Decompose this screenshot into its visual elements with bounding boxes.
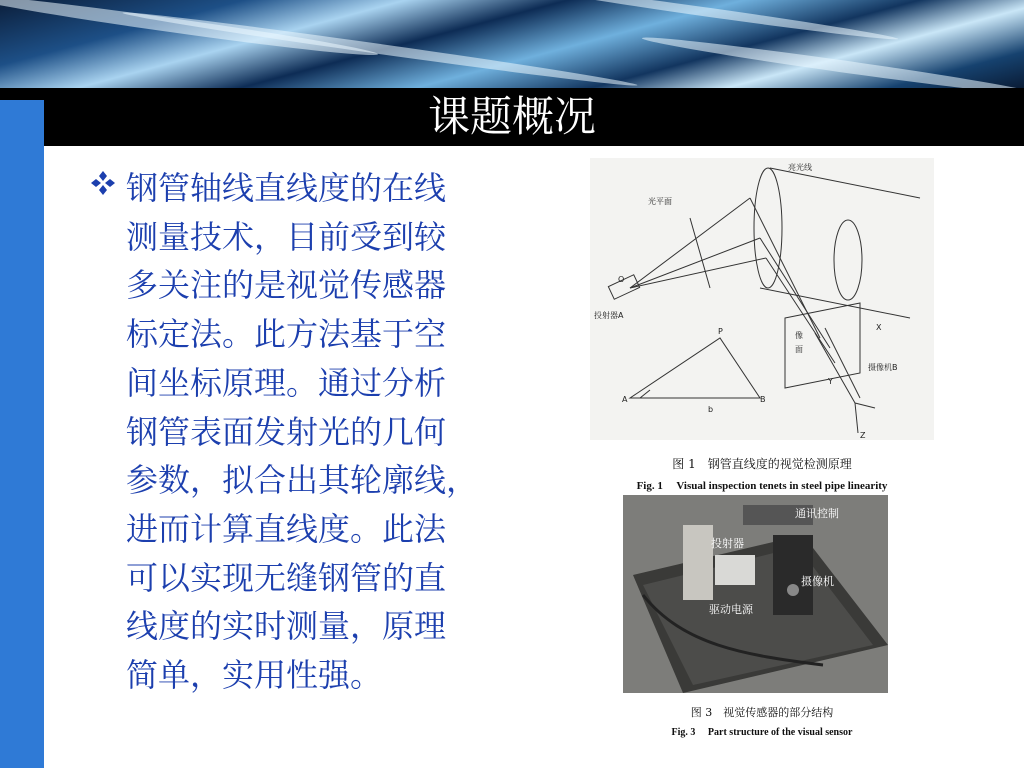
label-comm-control: 通讯控制 [795, 507, 839, 520]
label-a: A [622, 395, 628, 404]
label-image-plane-2: 面 [795, 345, 803, 354]
label-y: Y [828, 377, 833, 386]
paragraph-line: 测量技术，目前受到较 [126, 217, 447, 256]
figure-1-caption-en: Fig. 1 Visual inspection tenets in steel pipe linearity [636, 480, 888, 492]
paragraph-line: 钢管轴线直线度的在线 [126, 169, 447, 207]
slide-title: 课题概况 [427, 92, 596, 141]
left-accent-bar [0, 100, 44, 768]
label-p: P [718, 327, 723, 336]
label-b: B [760, 395, 766, 404]
bullet-paragraph [126, 164, 566, 700]
figure-3-caption-en: Fig. 3 Part structure of the visual sensor [671, 727, 853, 738]
label-light-line: 亮光线 [788, 163, 812, 172]
label-o: O [618, 275, 625, 284]
label-camera: 摄像机 [801, 575, 834, 588]
label-drive-power: 驱动电源 [709, 603, 753, 616]
label-z: Z [860, 431, 866, 440]
label-camera-b: 摄像机B [868, 363, 898, 372]
paragraph-line: 钢管表面发射光的几何 [126, 412, 447, 451]
figure-1-caption-cn: 图 1 钢管直线度的视觉检测原理 [672, 457, 852, 471]
figure-3-photo [623, 495, 888, 693]
paragraph-line: 间坐标原理。通过分析 [126, 363, 447, 402]
figure-3-caption-cn: 图 3 视觉传感器的部分结构 [690, 706, 834, 719]
label-image-plane-1: 像 [795, 331, 803, 340]
paragraph-line: 可以实现无缝钢管的直 [126, 558, 447, 597]
label-light-plane: 光平面 [648, 197, 672, 206]
label-projector-a: 投射器A [594, 311, 624, 320]
figure-1-diagram [590, 158, 934, 440]
header-banner-image [0, 0, 1024, 88]
label-x: X [876, 323, 882, 332]
paragraph-line: 参数，拟合出其轮廓线， [126, 461, 479, 500]
paragraph-line: 多关注的是视觉传感器 [126, 266, 447, 305]
label-small-b: b [708, 405, 714, 414]
paragraph-line: 简单，实用性强。 [126, 656, 383, 695]
diamond-bullet-icon [90, 170, 116, 196]
paragraph-line: 线度的实时测量，原理 [126, 607, 447, 646]
paragraph-line: 标定法。此方法基于空 [126, 315, 447, 354]
label-projector: 投射器 [711, 537, 744, 550]
paragraph-line: 进而计算直线度。此法 [126, 509, 447, 548]
